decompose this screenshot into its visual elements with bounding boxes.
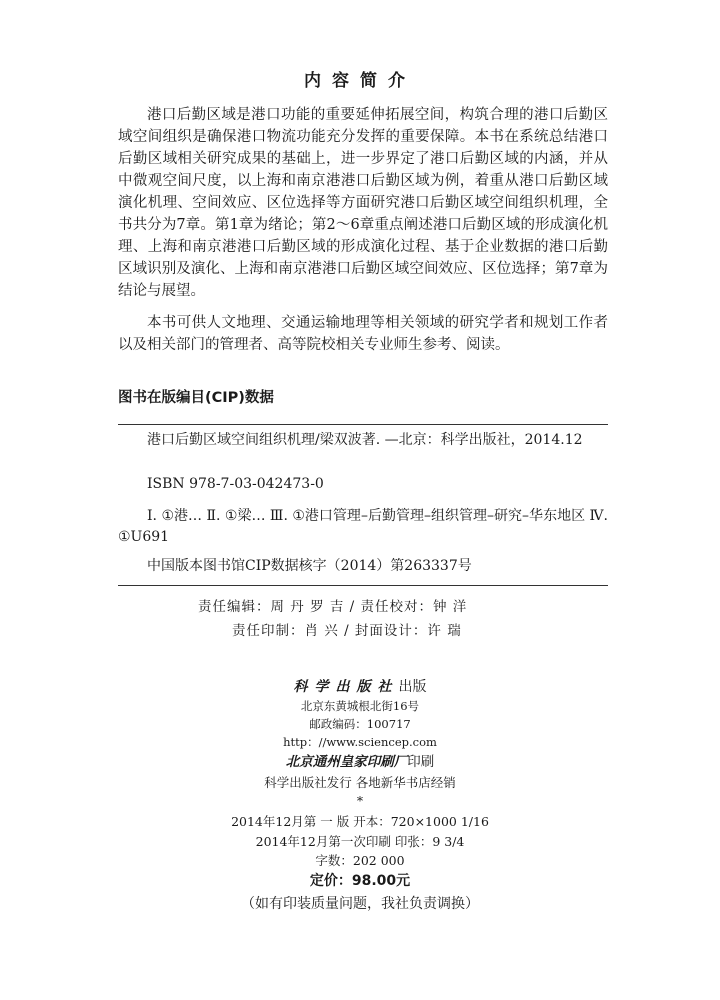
edition-line: 2014年12月第 一 版 开本：720×1000 1/16	[231, 814, 489, 829]
cip-entry: 港口后勤区域空间组织机理/梁双波著. —北京：科学出版社，2014.12	[147, 432, 583, 448]
cip-top-rule	[118, 424, 608, 425]
publisher-line	[0, 676, 720, 696]
publisher-suffix: 出版	[398, 679, 427, 695]
printer-line	[0, 750, 720, 770]
cip-bottom-rule	[118, 585, 608, 586]
intro-title: 内容简介	[304, 71, 416, 91]
notice-line: （如有印装质量问题，我社负责调换）	[241, 896, 479, 912]
price: 定价：98.00元	[309, 873, 411, 889]
publisher-postcode: 邮政编码：100717	[309, 717, 411, 731]
cip-isbn: ISBN 978-7-03-042473-0	[147, 476, 324, 492]
wordcount-line: 字数：202 000	[315, 853, 405, 868]
credits-editors: 责任编辑：周 丹 罗 吉 / 责任校对：钟 洋	[198, 599, 468, 615]
printer-name: 北京通州皇家印刷厂	[285, 754, 408, 770]
publisher-website: http：//www.sciencep.com	[283, 735, 437, 749]
publisher-name: 科学出版社	[293, 679, 399, 695]
intro-paragraph-2: 本书可供人文地理、交通运输地理等相关领域的研究学者和规划工作者以及相关部门的管理者、高等院校相关专业师生参考、阅读。	[118, 315, 608, 353]
printer-suffix: 印刷	[407, 754, 435, 770]
price-line	[0, 870, 720, 890]
separator-star: *	[356, 793, 364, 808]
printing-line: 2014年12月第一次印刷 印张：9 3/4	[255, 834, 465, 849]
cip-classification: Ⅰ. ①港… Ⅱ. ①梁… Ⅲ. ①港口管理–后勤管理–组织管理–研究–华东地区 Ⅳ. ①U691	[118, 508, 608, 545]
intro-paragraph-1: 港口后勤区域是港口功能的重要延伸拓展空间，构筑合理的港口后勤区域空间组织是确保港口物流功能充分发挥的重要保障。本书在系统总结港口后勤区域相关研究成果的基础上，进一步界定了港口后勤区域的内涵，并从中微观空间尺度，以上海和南京港港口后勤区域为例，着重从港口后勤区域演化机理、空间效应、区位选择等方面研究港口后勤区域空间组织机理，全书共分为7章。第1章为绪论；第2～6章重点阐述港口后勤区域的形成演化机理、上海和南京港港口后勤区域的形成演化过程、基于企业数据的港口后勤区域识别及演化、上海和南京港港口后勤区域空间效应、区位选择；第7章为结论与展望。	[118, 107, 608, 299]
cip-heading: 图书在版编目(CIP)数据	[118, 390, 274, 406]
publisher-address: 北京东黄城根北街16号	[300, 699, 420, 713]
credits-production: 责任印制：肖 兴 / 封面设计：许 瑞	[232, 623, 462, 639]
distribution-line: 科学出版社发行 各地新华书店经销	[264, 775, 456, 790]
cip-approval: 中国版本图书馆CIP数据核字（2014）第263337号	[147, 558, 472, 574]
